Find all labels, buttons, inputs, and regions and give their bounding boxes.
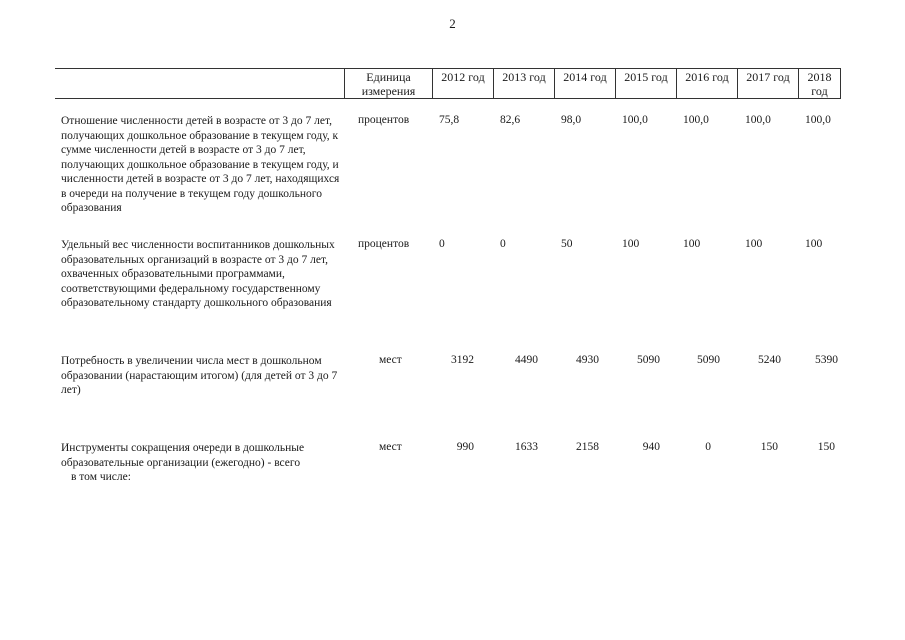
row-1-value-2016: 100,0 xyxy=(683,114,709,126)
row-3-value-2013: 4490 xyxy=(515,354,538,366)
header-year-2015: 2015 год xyxy=(615,68,676,98)
header-year-2012: 2012 год xyxy=(432,68,493,98)
row-2-label: Удельный вес численности воспитанников дошкольных образовательных организаций в возрасте от 3 до 7 лет, охваченных образовательными программами, соответствующими федеральному государственному образовательному стандарту дошкольного образования xyxy=(61,239,335,309)
row-4-value-2013: 1633 xyxy=(515,441,538,453)
row-4-label-main: Инструменты сокращения очереди в дошкольные образовательные организации (ежегодно) - всего xyxy=(61,442,305,469)
row-4-value-2012: 990 xyxy=(456,441,474,453)
row-2-value-2017: 100 xyxy=(745,238,763,250)
header-year-2013: 2013 год xyxy=(493,68,554,98)
row-3-value-2014: 4930 xyxy=(576,354,599,366)
row-3-value-2012: 3192 xyxy=(451,354,474,366)
row-2-value-2013: 0 xyxy=(500,238,506,250)
row-3-unit: мест xyxy=(379,354,402,366)
row-1-value-2018: 100,0 xyxy=(805,114,831,126)
row-1-value-2015: 100,0 xyxy=(622,114,648,126)
header-year-2016: 2016 год xyxy=(676,68,737,98)
row-2-value-2014: 50 xyxy=(561,238,573,250)
header-year-2014: 2014 год xyxy=(554,68,615,98)
row-2-value-2016: 100 xyxy=(683,238,701,250)
header-unit: Единица измерения xyxy=(344,68,432,98)
header-year-2018: 2018 год xyxy=(798,68,841,98)
row-3-value-2016: 5090 xyxy=(697,354,720,366)
row-3-value-2018: 5390 xyxy=(815,354,838,366)
page-number: 2 xyxy=(449,16,456,31)
row-2-value-2012: 0 xyxy=(439,238,445,250)
header-year-2017: 2017 год xyxy=(737,68,798,98)
row-4-value-2015: 940 xyxy=(642,441,660,453)
row-2-value-2018: 100 xyxy=(805,238,823,250)
row-4-value-2018: 150 xyxy=(817,441,835,453)
row-4-label-sub: в том числе: xyxy=(71,471,131,483)
row-4-value-2016: 0 xyxy=(705,441,711,453)
row-1-unit: процентов xyxy=(358,114,410,126)
row-3-value-2017: 5240 xyxy=(758,354,781,366)
row-4-label xyxy=(61,441,346,485)
row-1-value-2012: 75,8 xyxy=(439,114,460,126)
row-3-value-2015: 5090 xyxy=(637,354,660,366)
row-4-value-2017: 150 xyxy=(760,441,778,453)
row-1-value-2014: 98,0 xyxy=(561,114,582,126)
row-2-value-2015: 100 xyxy=(622,238,640,250)
row-1-value-2013: 82,6 xyxy=(500,114,521,126)
row-1-label: Отношение численности детей в возрасте от 3 до 7 лет, получающих дошкольное образование в текущем году, к сумме численности детей в возрасте от 3 до 7 лет, получающих дошкольное образование в текущем году, и численности детей в возрасте от 3 до 7 лет, находящихся в очереди на получение в текущем году дошкольного образования xyxy=(61,115,340,214)
row-2-unit: процентов xyxy=(358,238,410,250)
row-1-value-2017: 100,0 xyxy=(745,114,771,126)
row-3-label: Потребность в увеличении числа мест в дошкольном образовании (нарастающим итогом) (для детей от 3 до 7 лет) xyxy=(61,355,338,396)
row-4-unit: мест xyxy=(379,441,402,453)
row-4-value-2014: 2158 xyxy=(576,441,599,453)
table-header-rule xyxy=(55,98,841,99)
